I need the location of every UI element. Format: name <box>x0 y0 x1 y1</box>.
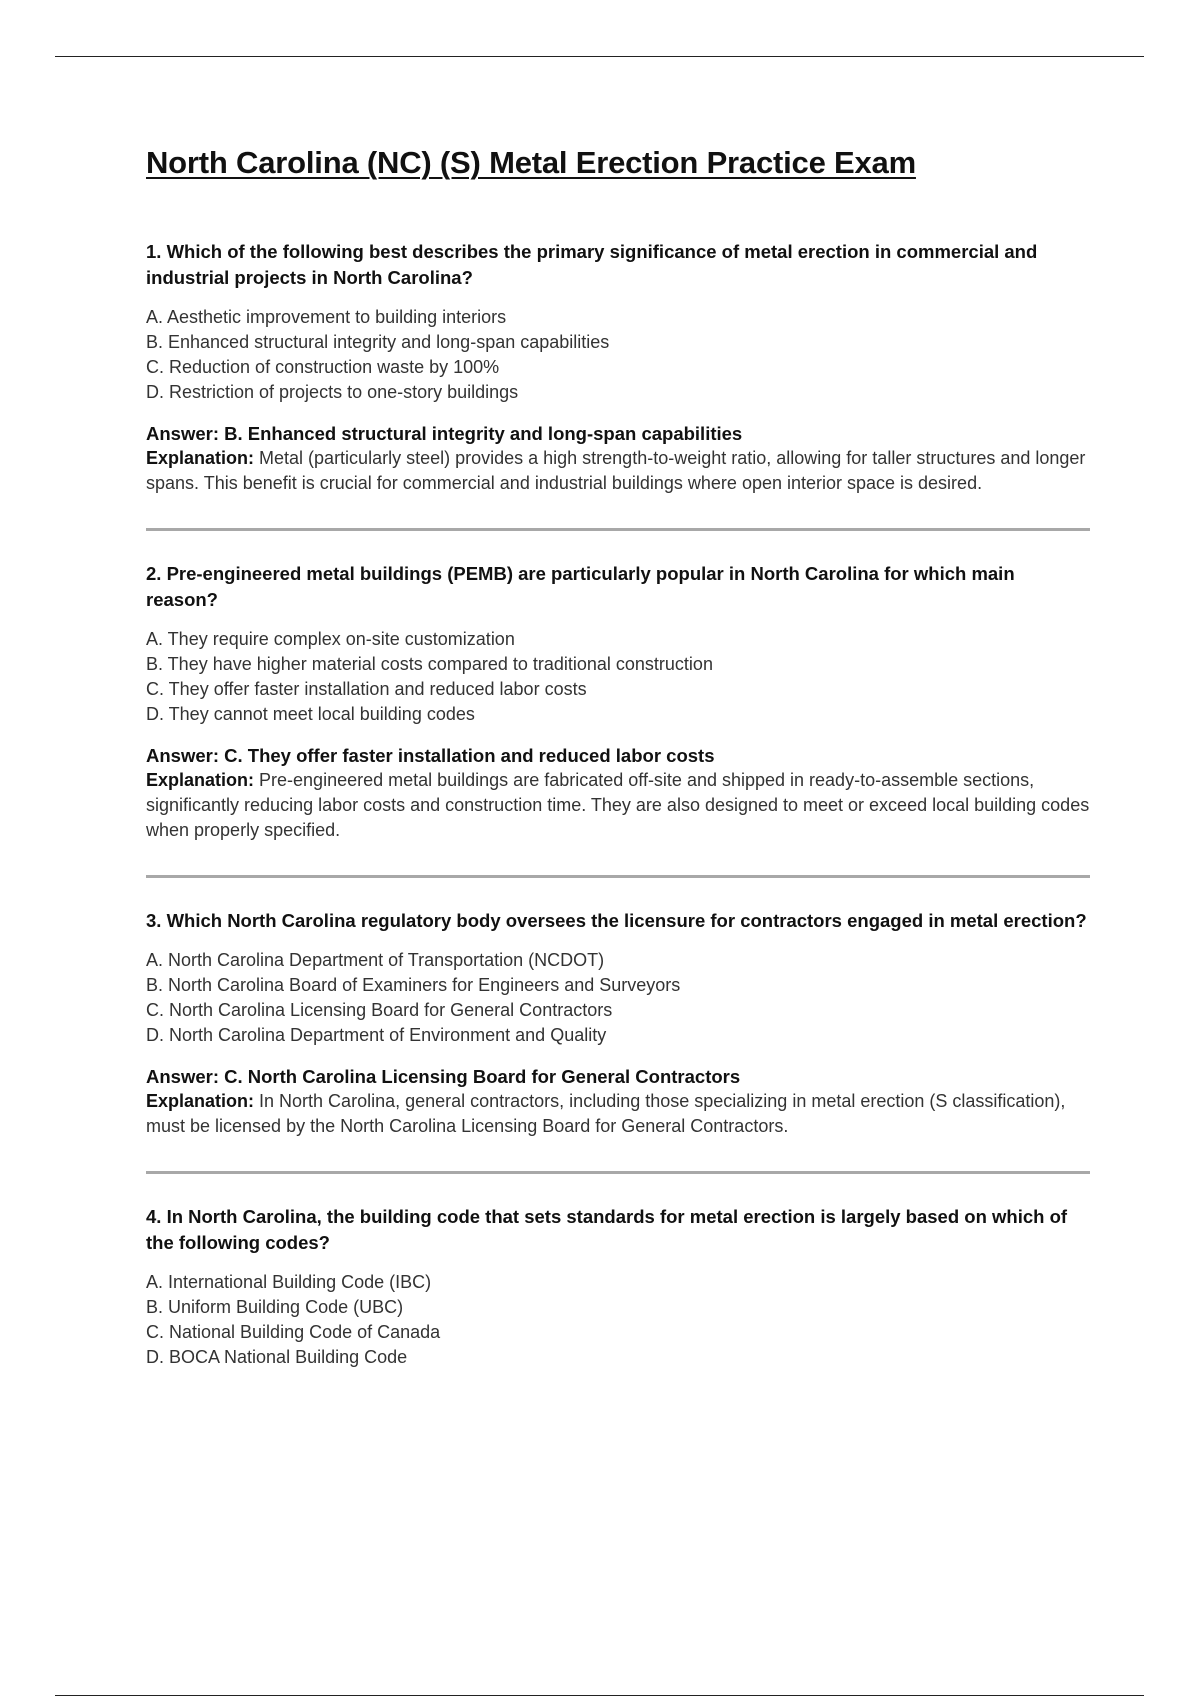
explanation-label: Explanation: <box>146 448 255 468</box>
option-a: A. Aesthetic improvement to building interiors <box>146 307 507 327</box>
option-c: C. North Carolina Licensing Board for General Contractors <box>146 1000 613 1020</box>
explanation-label: Explanation: <box>146 770 255 790</box>
page-top-rule <box>55 56 1144 57</box>
question-divider <box>146 1171 1090 1174</box>
document-title: North Carolina (NC) (S) Metal Erection Practice Exam <box>146 145 916 180</box>
explanation-text: Metal (particularly steel) provides a high strength-to-weight ratio, allowing for taller structures and longer spans. This benefit is crucial for commercial and industrial buildings where open interior space is desired. <box>146 448 1086 493</box>
question-1 <box>146 239 1090 496</box>
option-list <box>146 305 1090 405</box>
explanation <box>146 446 1090 496</box>
question-divider <box>146 528 1090 531</box>
question-text: 2. Pre-engineered metal buildings (PEMB) are particularly popular in North Carolina for which main reason? <box>146 563 1015 610</box>
explanation <box>146 768 1090 843</box>
option-d: D. They cannot meet local building codes <box>146 704 475 724</box>
option-list <box>146 948 1090 1048</box>
option-list <box>146 1270 1090 1370</box>
option-d: D. North Carolina Department of Environment and Quality <box>146 1025 607 1045</box>
option-a: A. North Carolina Department of Transportation (NCDOT) <box>146 950 605 970</box>
option-a: A. They require complex on-site customization <box>146 629 515 649</box>
option-list <box>146 627 1090 727</box>
option-b: B. Enhanced structural integrity and long-span capabilities <box>146 332 610 352</box>
answer-text: Answer: C. North Carolina Licensing Board for General Contractors <box>146 1066 741 1087</box>
explanation <box>146 1089 1090 1139</box>
option-b: B. They have higher material costs compared to traditional construction <box>146 654 713 674</box>
question-text: 3. Which North Carolina regulatory body oversees the licensure for contractors engaged in metal erection? <box>146 910 1087 931</box>
option-d: D. Restriction of projects to one-story buildings <box>146 382 519 402</box>
question-3 <box>146 908 1090 1139</box>
option-c: C. Reduction of construction waste by 100% <box>146 357 500 377</box>
question-text: 4. In North Carolina, the building code that sets standards for metal erection is largely based on which of the following codes? <box>146 1206 1068 1253</box>
explanation-text: In North Carolina, general contractors, including those specializing in metal erection (S classification), must be licensed by the North Carolina Licensing Board for General Contractors. <box>146 1091 1066 1136</box>
option-a: A. International Building Code (IBC) <box>146 1272 432 1292</box>
question-text: 1. Which of the following best describes the primary significance of metal erection in commercial and industrial projects in North Carolina? <box>146 241 1038 288</box>
page-bottom-rule <box>55 1695 1144 1696</box>
option-c: C. National Building Code of Canada <box>146 1322 441 1342</box>
question-2 <box>146 561 1090 843</box>
option-c: C. They offer faster installation and reduced labor costs <box>146 679 587 699</box>
answer-text: Answer: C. They offer faster installation and reduced labor costs <box>146 745 715 766</box>
question-divider <box>146 875 1090 878</box>
option-b: B. North Carolina Board of Examiners for Engineers and Surveyors <box>146 975 681 995</box>
option-b: B. Uniform Building Code (UBC) <box>146 1297 404 1317</box>
explanation-label: Explanation: <box>146 1091 255 1111</box>
explanation-text: Pre-engineered metal buildings are fabricated off-site and shipped in ready-to-assemble sections, significantly reducing labor costs and construction time. They are also designed to meet or exceed local building codes when properly specified. <box>146 770 1090 840</box>
question-4 <box>146 1204 1090 1370</box>
answer-text: Answer: B. Enhanced structural integrity and long-span capabilities <box>146 423 743 444</box>
document-body <box>146 145 1090 1386</box>
option-d: D. BOCA National Building Code <box>146 1347 408 1367</box>
